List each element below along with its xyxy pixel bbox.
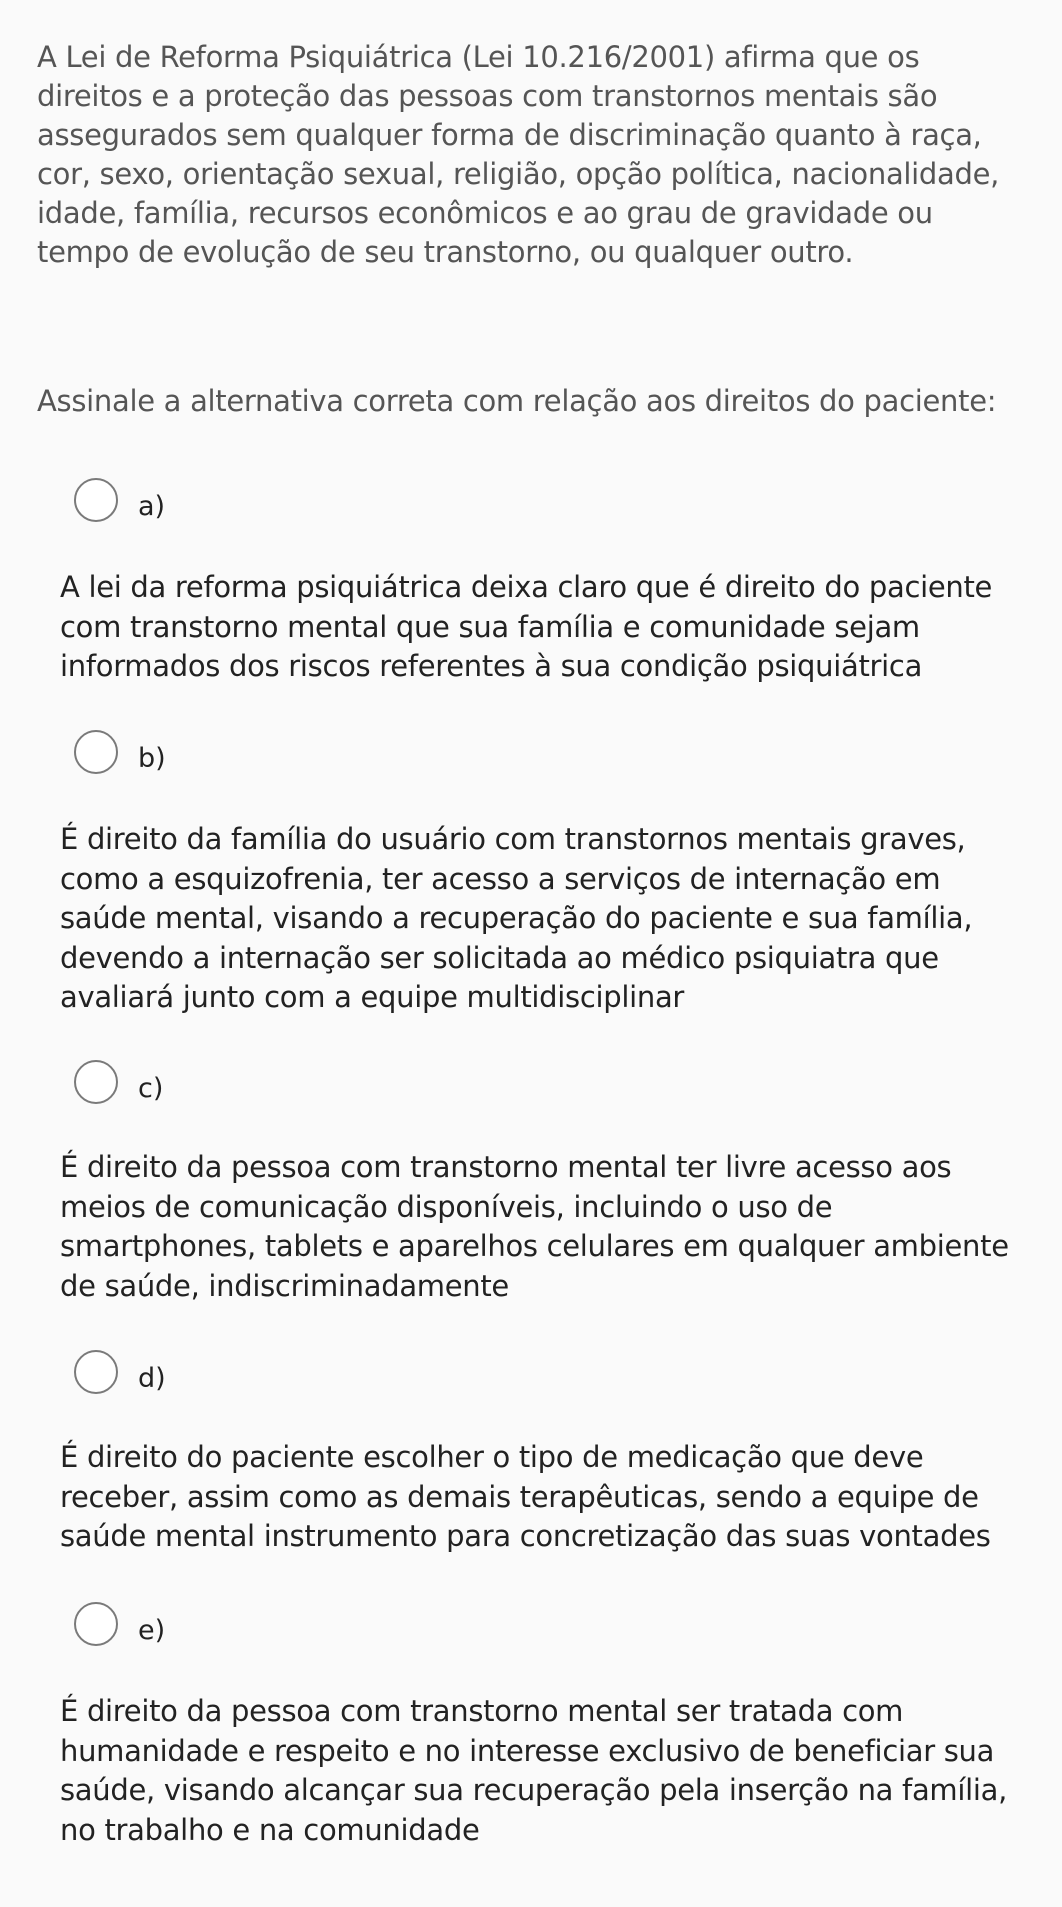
option-e-text[interactable]: É direito da pessoa com transtorno mental ser tratada com humanidade e respeito e no interesse exclusivo de beneficiar sua saúde, visando alcançar sua recuperação pela inserção na família, no trabalho e na comunidade	[60, 1694, 1008, 1847]
option-b-text[interactable]: É direito da família do usuário com transtornos mentais graves, como a esquizofrenia, ter acesso a serviços de internação em saúde mental, visando a recuperação do paciente e sua família, devendo a internação ser solicitada ao médico psiquiatra que avaliará junto com a equipe multidisciplinar	[60, 822, 973, 1014]
radio-button-c[interactable]	[74, 1060, 118, 1104]
option-e-letter: e)	[138, 1615, 166, 1646]
option-c-text[interactable]: É direito da pessoa com transtorno mental ter livre acesso aos meios de comunicação disponíveis, incluindo o uso de smartphones, tablets e aparelhos celulares em qualquer ambiente de saúde, indiscriminadamente	[60, 1150, 1009, 1303]
option-c-radio-row[interactable]	[74, 1058, 163, 1106]
option-a-text[interactable]: A lei da reforma psiquiátrica deixa claro que é direito do paciente com transtorno mental que sua família e comunidade sejam informados dos riscos referentes à sua condição psiquiátrica	[60, 570, 993, 683]
option-d-text[interactable]: É direito do paciente escolher o tipo de medicação que deve receber, assim como as demais terapêuticas, sendo a equipe de saúde mental instrumento para concretização das suas vontades	[60, 1440, 991, 1553]
option-e-radio-row[interactable]	[74, 1600, 165, 1648]
radio-button-e[interactable]	[74, 1602, 118, 1646]
intro-text: A Lei de Reforma Psiquiátrica (Lei 10.216/2001) afirma que os direitos e a proteção das pessoas com transtornos mentais são assegurados sem qualquer forma de discriminação quanto à raça, cor, sexo, orientação sexual, religião, opção política, nacionalidade, idade, família, recursos econômicos e ao grau de gravidade ou tempo de evolução de seu transtorno, ou qualquer outro.	[37, 40, 1000, 269]
option-a-radio-row[interactable]	[74, 476, 165, 524]
option-a-letter: a)	[138, 491, 166, 522]
option-b-radio-row[interactable]	[74, 728, 166, 776]
radio-button-d[interactable]	[74, 1350, 118, 1394]
option-d-radio-row[interactable]	[74, 1348, 166, 1396]
radio-button-b[interactable]	[74, 730, 118, 774]
question-text: Assinale a alternativa correta com relação aos direitos do paciente:	[37, 384, 997, 418]
option-c-letter: c)	[138, 1073, 164, 1104]
radio-button-a[interactable]	[74, 478, 118, 522]
option-d-letter: d)	[138, 1363, 166, 1394]
option-b-letter: b)	[138, 743, 166, 774]
